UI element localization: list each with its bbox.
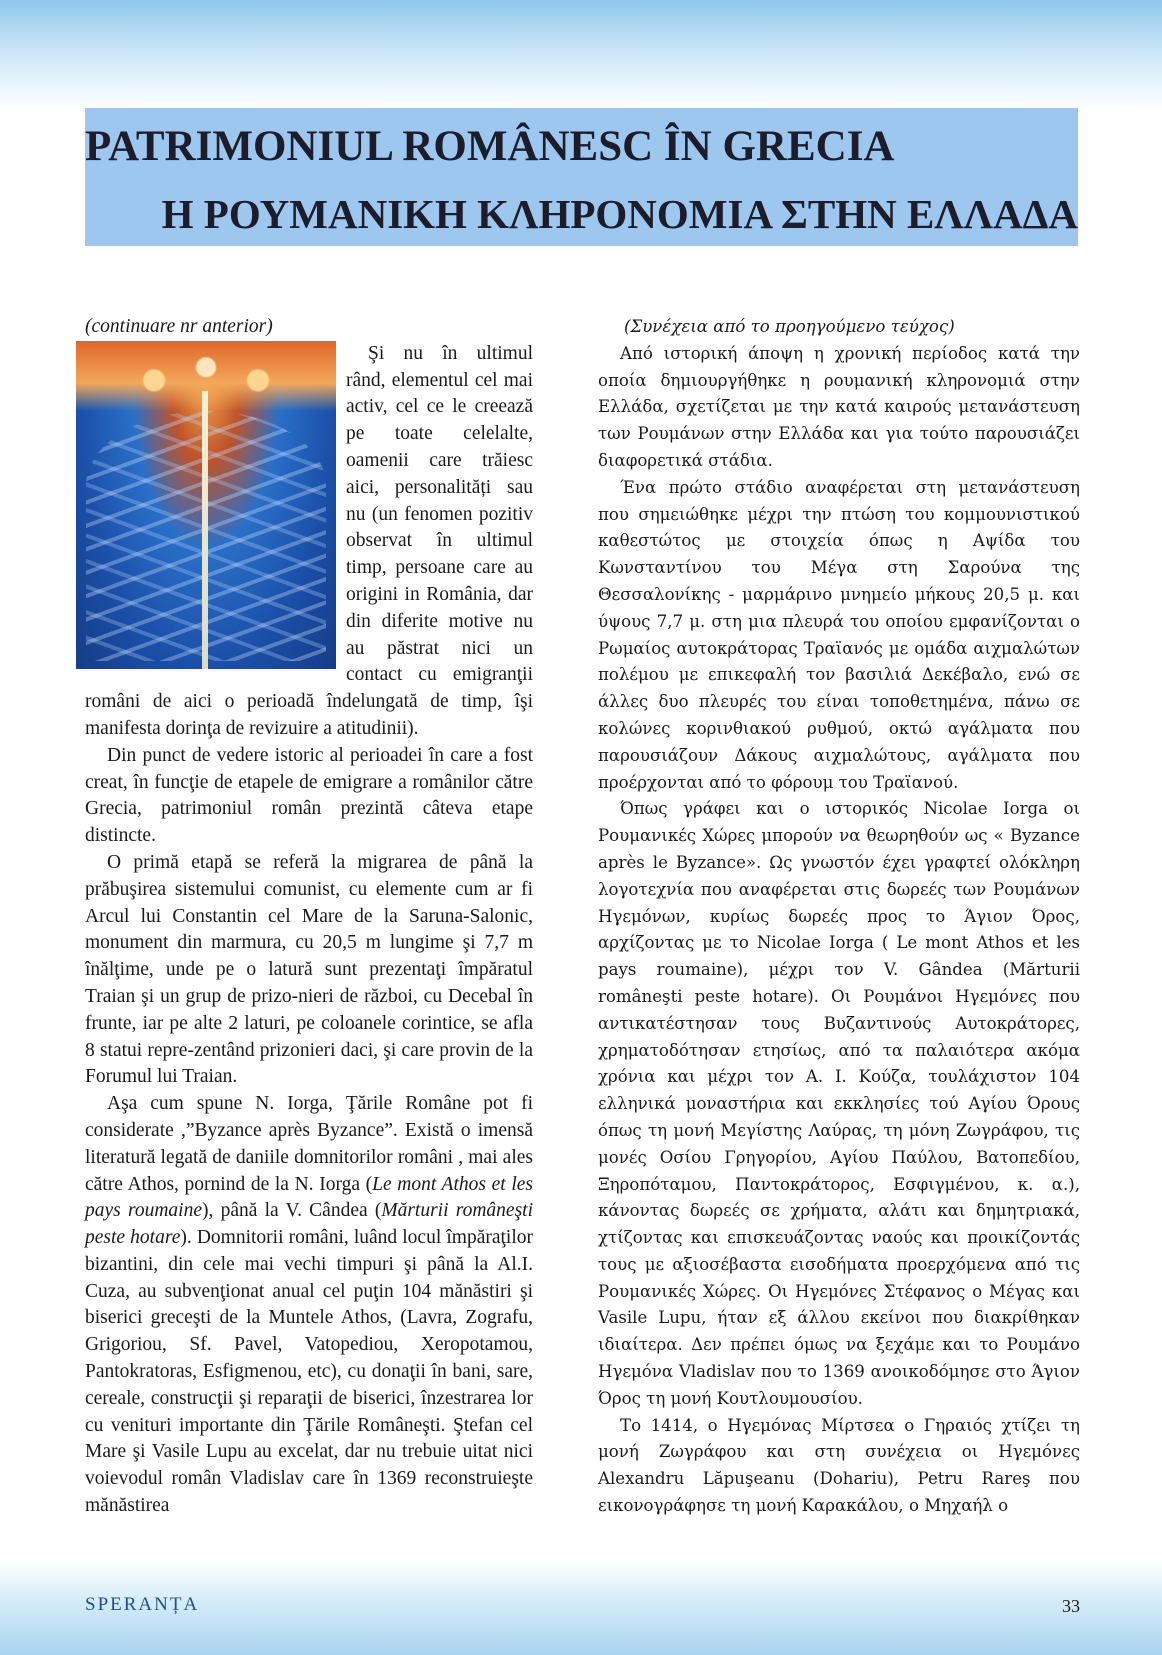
- book-title-marturii: Mărturii româneşti peste hotare: [85, 1200, 534, 1249]
- paragraph-ro-4-text-e: ). Domnitorii români, luând locul împăraţilor bizantini, din cele mai vechi timpuri şi până la Al.I. Cuza, au subvenţionat anual cel puţin 104 mănăstiri şi biserici greceşti de la Muntele Athos, (Lavra, Zografu, Grigoriou, Sf. Pavel, Vatopediou, Xeropotamou, Pantokratoras, Esfigmenou, etc), cu donaţii în bani, sare, cereale, construcţii şi reparaţii de biserici, înzestrarea lor cu venituri importante din Ţările Româneşti. Ştefan cel Mare şi Vasile Lupu au excelat, dar nu trebuie uitat nici voievodul român Vladislav care în 1369 reconstruieşte mănăstirea: [85, 1227, 534, 1517]
- title-banner: [85, 108, 1078, 246]
- paragraph-ro-4: [85, 1091, 533, 1520]
- paragraph-ro-4-text-a: Aşa cum spune N. Iorga, Ţările Române pot fi considerate ,”Byzance après Byzance”. Există o imensă literatură legată de daniile domnitorilor români , mai ales către Athos, pornind de la N. Iorga (: [85, 1093, 533, 1195]
- title-romanian: PATRIMONIUL ROMÂNESC ÎN GRECIA: [85, 123, 895, 170]
- paragraph-ro-3: O primă etapă se referă la migrarea de până la prăbuşirea sistemului comunist, cu elemente cum ar fi Arcul lui Constantin cel Mare de la Saruna-Salonic, monument din marmura, cu 20,5 m lungime şi 7,7 m înălţime, unde pe o latură sunt prezentaţi împăratul Traian şi un grup de prizo-nieri de război, cu Decebal în frunte, iar pe alte 2 laturi, pe coloanele corintice, se afla 8 statui repre-zentând prizonieri daci, şi care provin de la Forumul lui Traian.: [85, 851, 533, 1088]
- magazine-name: SPERANȚA: [85, 1594, 200, 1615]
- page-number: 33: [1062, 1596, 1080, 1616]
- paragraph-gr-2: Ένα πρώτο στάδιο αναφέρεται στη μετανάστευση που σημειώθηκε μέχρι την πτώση του κομμουνιστικού καθεστώτος με στοιχεία όπως η Αψίδα του Κωνσταντίνου του Μέγα στη Σαρούνα της Θεσσαλονίκης - μαρμάρινο μνημείο μήκους 20,5 μ. και ύψους 7,7 μ. στη μια πλευρά του οποίου εμφανίζονται ο Ρωμαίος αυτοκράτορας Τραϊανός με ομάδα αιχμαλώτων πολέμου με επικεφαλή τον βασιλιά Δεκέβαλο, ενώ σε άλλες δυο πλευρές του είναι τοποθετημένα, πάνω σε κολώνες κορινθιακού ρυθμού, οκτώ αγάλματα που παρουσιάζουν Δάκους αιχμαλώτους, αγάλματα που προέρχονται από το φόρουμ του Τραϊανού.: [598, 477, 1080, 792]
- paragraph-gr-4: Το 1414, ο Ηγεμόνας Μίρτσεα ο Γηραιός χτίζει τη μονή Ζωγράφου και στη συνέχεια οι Ηγεμόνες Alexandru Lăpuşeanu (Dohariu), Petru Rareş που εικονογράφησε τη μονή Καρακάλου, ο Μηχαήλ ο: [598, 1415, 1080, 1516]
- icon-painting-image: [76, 341, 336, 669]
- paragraph-ro-2: Din punct de vedere istoric al perioadei în care a fost creat, în funcţie de etapele de emigrare a românilor către Grecia, patrimoniul român prezintă câteva etape distincte.: [85, 744, 533, 847]
- paragraph-gr-3: Όπως γράφει και ο ιστορικός Nicolae Iorga οι Ρουμανικές Χώρες μπορούν να θεωρηθούν ως « Byzance après le Byzance». Ως γνωστόν έχει γραφτεί ολόκληρη λογοτεχνία που αναφέρεται στις δωρεές των Ρουμάνων Ηγεμόνων, κυρίως δωρεές προς το Άγιον Όρος, αρχίζοντας με το Nicolae Iorga ( Le mont Athos et les pays roumaine), μέχρι τον V. Gândea (Mărturii româneşti peste hotare). Οι Ρουμάνοι Ηγεμόνες που αντικατέστησαν τους Βυζαντινούς Αυτοκράτορες, χρηματοδότησαν ετησίως, από τα παλαιότερα ακόμα χρόνια και μέχρι τον A. I. Κούζα, τουλάχιστον 104 ελληνικά μοναστήρια και εκκλησίες τού Αγίου Όρους όπως τη μονή Μεγίστης Λαύρας, τη μόνη Ζωγράφου, τις μονές Οσίου Γρηγορίου, Αγίου Παύλου, Βατοπεδίου, Ξηροπόταμου, Παντοκράτορος, Εσφιγμένου, κ. α.), κάνοντας δωρεές σε χρήματα, αλάτι και δημητριακά, χτίζοντας και επισκευάζοντας ναούς και προικίζοντάς τους με αξιοσέβαστα εισοδήματα προερχόμενα από τις Ρουμανικές Χώρες. Οι Ηγεμόνες Στέφανος ο Μέγας και Vasile Lupu, ήταν εξ άλλου εκείνοι που διακρίθηκαν ιδιαίτερα. Δεν πρέπει όμως να ξεχάμε και το Ρουμάνο Ηγεμόνα Vladislav που το 1369 ανοικοδόμησε στο Άγιον Όρος τη μονή Κουτλουμουσίου.: [598, 799, 1080, 1408]
- article-column-romanian: [85, 314, 533, 1520]
- title-greek: Η ΡΟΥΜΑΝΙΚΗ ΚΛΗΡΟΝΟΜΙΑ ΣΤΗΝ ΕΛΛΑΔΑ: [161, 191, 1078, 237]
- paragraph-ro-4-text-c: ), până la V. Cândea (: [201, 1200, 382, 1222]
- continuation-note-greek: (Συνέχεια από το προηγούμενο τεύχος): [624, 317, 955, 336]
- article-column-greek: [598, 314, 1080, 1520]
- painting-tree: [202, 391, 208, 669]
- paragraph-gr-1: Από ιστορική άποψη η χρονική περίοδος κατά την οποία δημιουργήθηκε η ρουμανική κληρονομιά στην Ελλάδα, σχετίζεται με την κατά καιρούς μετανάστευση των Ρουμάνων στην Ελλάδα και για τούτο παρουσιάζει διαφορετικά στάδια.: [598, 343, 1080, 470]
- paragraph-ro-1: Şi nu în ultimul rând, elementul cel mai activ, cel ce le creează pe toate celelalte, oamenii care trăiesc aici, personalități sau nu (un fenomen pozitiv observat în ultimul timp, persoane care au origini in România, dar din diferite motive nu au păstrat nici un contact cu emigranţii români de aici o perioadă îndelungată de timp, îşi manifesta dorinţa de revizuire a atitudinii).: [85, 342, 533, 739]
- book-title-athos: Le mont Athos et les pays roumaine: [85, 1173, 533, 1222]
- top-gradient-band: [0, 0, 1162, 110]
- continuation-note: (continuare nr anterior): [85, 316, 273, 337]
